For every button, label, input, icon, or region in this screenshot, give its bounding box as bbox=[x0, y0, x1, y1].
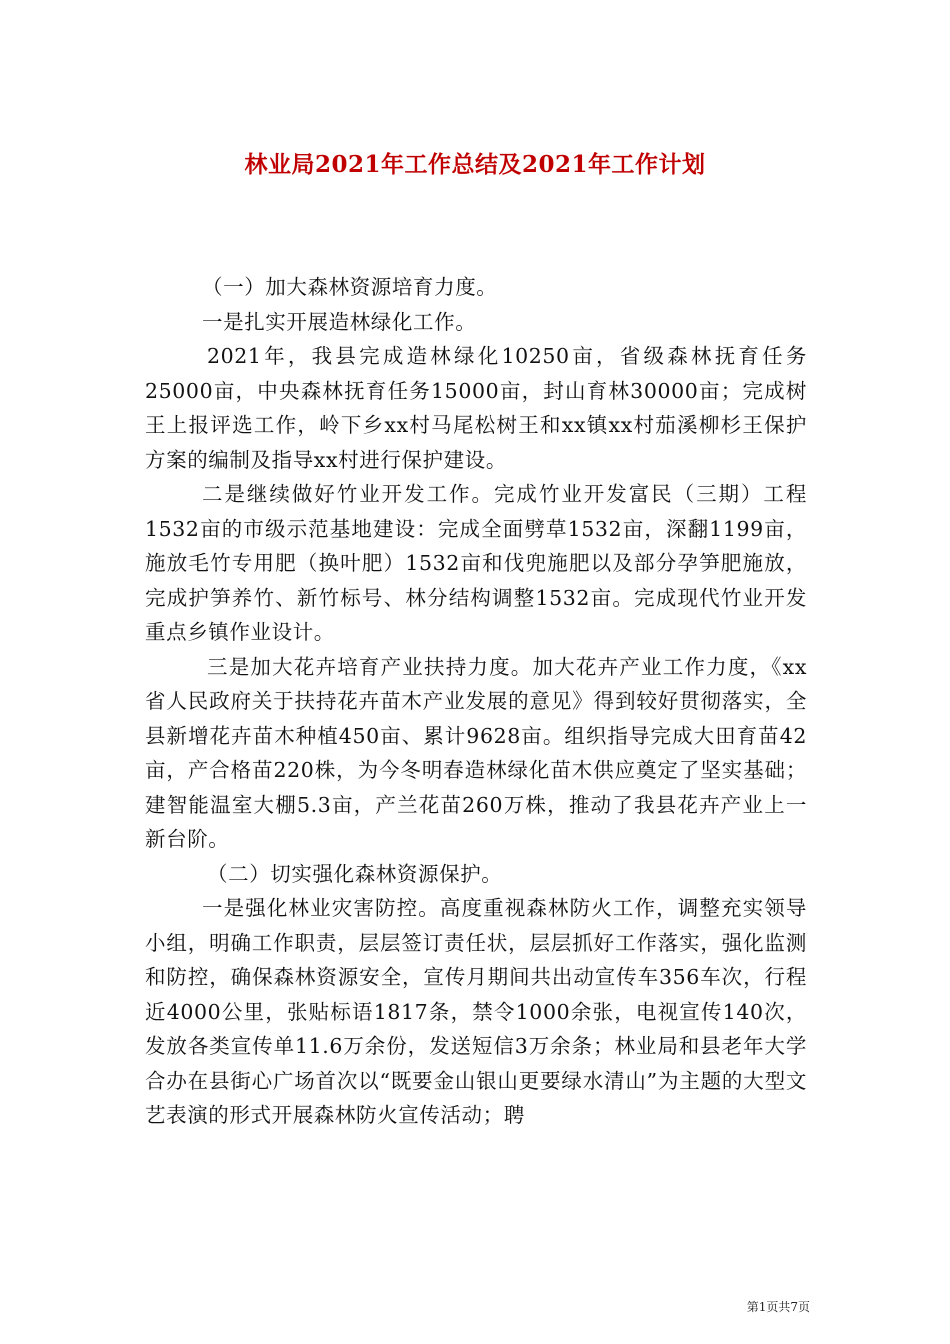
paragraph-afforestation: 2021年，我县完成造林绿化10250亩，省级森林抚育任务25000亩，中央森林抚育任务15000亩，封山育林30000亩；完成树王上报评选工作，岭下乡xx村马尾松树王和xx镇xx村茄溪柳杉王保护方案的编制及指导xx村进行保护建设。 bbox=[145, 344, 807, 472]
page-number: 第1页共7页 bbox=[746, 1300, 810, 1314]
paragraph-bamboo: 二是继续做好竹业开发工作。完成竹业开发富民（三期）工程1532亩的市级示范基地建设：完成全面劈草1532亩，深翻1199亩，施放毛竹专用肥（换叶肥）1532亩和伐兜施肥以及部分孕笋肥施放，完成护笋养竹、新竹标号、林分结构调整1532亩。完成现代竹业开发重点乡镇作业设计。 bbox=[145, 482, 807, 644]
paragraph-flowers: 三是加大花卉培育产业扶持力度。加大花卉产业工作力度，《xx省人民政府关于扶持花卉苗木产业发展的意见》得到较好贯彻落实，全县新增花卉苗木种植450亩、累计9628亩。组织指导完成大田育苗42亩，产合格苗220株，为今冬明春造林绿化苗木供应奠定了坚实基础；建智能温室大棚5.3亩，产兰花苗260万株，推动了我县花卉产业上一新台阶。 bbox=[145, 654, 807, 851]
document-title: 林业局2021年工作总结及2021年工作计划 bbox=[244, 151, 706, 179]
paragraph-afforestation-heading: 一是扎实开展造林绿化工作。 bbox=[202, 309, 477, 334]
paragraph-disaster-control: 一是强化林业灾害防控。高度重视森林防火工作，调整充实领导小组，明确工作职责，层层签订责任状，层层抓好工作落实，强化监测和防控，确保森林资源安全，宣传月期间共出动宣传车356车次，行程近4000公里，张贴标语1817条，禁令1000余张，电视宣传140次，发放各类宣传单11.6万余份，发送短信3万余条；林业局和县老年大学合办在县街心广场首次以“既要金山银山更要绿水清山”为主题的大型文艺表演的形式开展森林防火宣传活动；聘 bbox=[145, 896, 807, 1127]
section-heading-1: （一）加大森林资源培育力度。 bbox=[202, 275, 498, 299]
document-body bbox=[145, 270, 807, 1133]
section-heading-2: （二）切实强化森林资源保护。 bbox=[207, 861, 503, 886]
